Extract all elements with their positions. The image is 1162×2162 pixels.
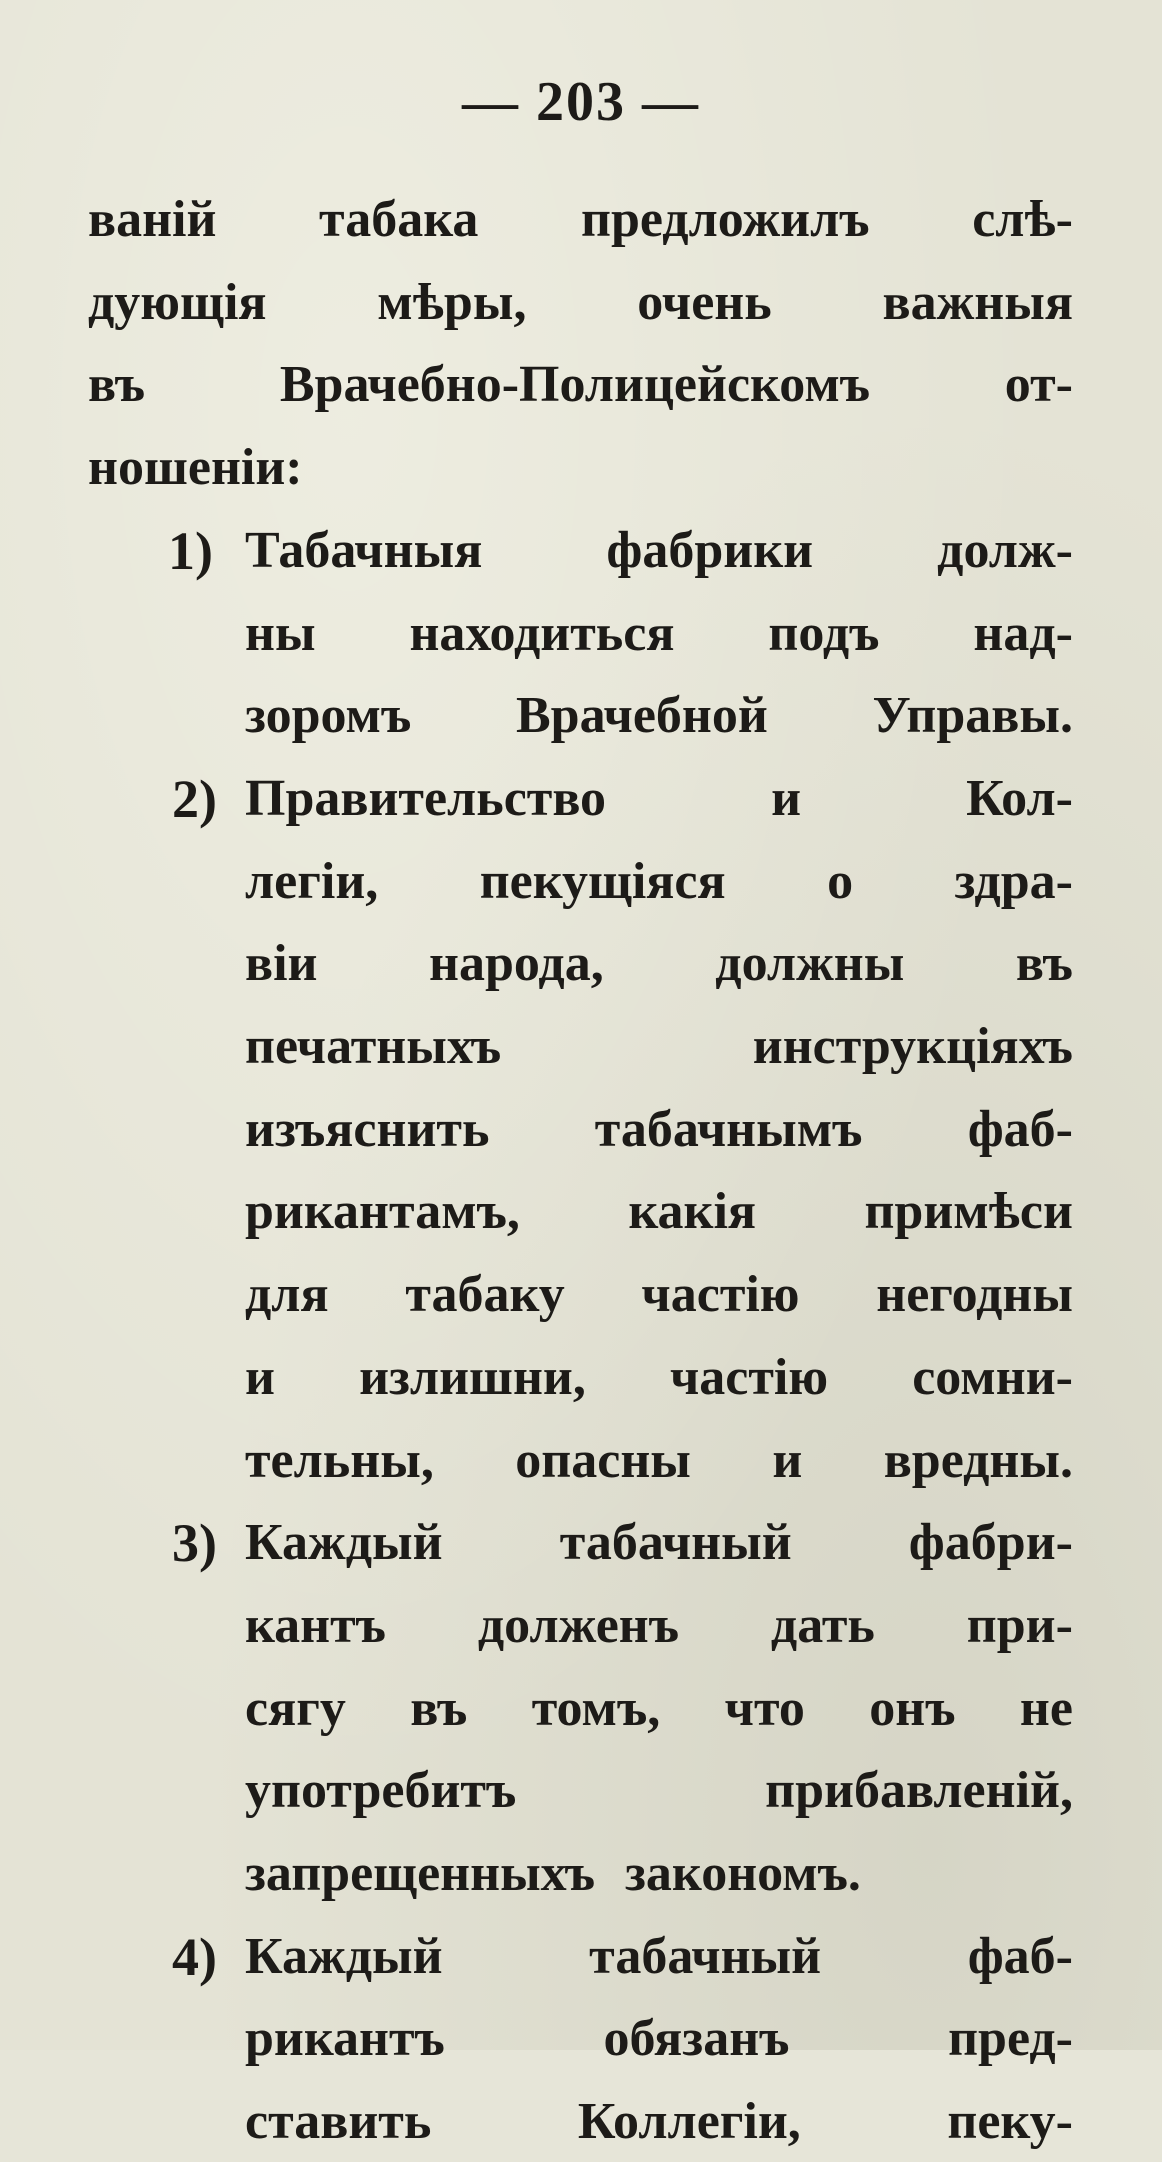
text-line [245,1172,1073,1252]
word: дать [770,1596,875,1654]
word: от- [1004,356,1073,414]
word: изъяснить [245,1100,490,1158]
word: при- [966,1596,1073,1654]
word: онъ [869,1679,956,1737]
word: Врачебной [515,687,768,745]
word: опасны [515,1431,691,1489]
word: табаку [405,1266,565,1324]
text-line [88,428,1073,508]
text-line [245,842,1073,922]
word: ваній [88,191,217,248]
word: дующія [88,273,267,331]
word: важныя [882,273,1073,331]
list-item-number: 1) [168,520,213,581]
word: Табачныя [245,521,483,579]
word: Каждый [245,1927,443,1985]
word: Управы. [872,687,1073,745]
word: негодны [876,1266,1073,1324]
word: пеку- [947,2093,1073,2151]
text-line [245,2082,1073,2162]
word: и [772,1431,803,1489]
word: вредны. [883,1431,1073,1489]
word: Каждый [245,1514,443,1572]
word: употребитъ [245,1762,517,1820]
word: мѣры, [377,273,527,331]
word: о [827,852,854,910]
word: ставить [245,2093,432,2151]
word: въ [1015,935,1073,993]
word: томъ, [531,1679,661,1737]
text-line [245,511,1073,591]
word: табачный [589,1927,822,1985]
text-line [245,594,1073,674]
word: пред- [948,2010,1073,2068]
word: сомни- [912,1348,1073,1406]
word: примѣси [864,1183,1073,1241]
text-line [245,1007,1073,1087]
word: фабри- [908,1514,1073,1572]
word: должны [715,935,905,993]
list-item-number: 2) [172,768,217,829]
text-line [245,924,1073,1004]
text-line [245,1421,1073,1501]
text-line [245,1917,1073,1997]
text-line [245,1834,1073,1914]
word: Врачебно-Полицейскомъ [279,356,871,414]
word: для [245,1266,329,1324]
text-line [245,759,1073,839]
word: Коллегіи, [577,2093,801,2151]
word: рикантъ [245,2010,445,2068]
word: запрещенныхъ [245,1845,596,1902]
word: долженъ [477,1596,680,1654]
word: пекущіяся [479,852,726,910]
word: и [245,1348,275,1406]
word: табака [319,191,479,248]
text-line [245,1669,1073,1749]
list-item-number: 4) [172,1926,217,1987]
text-line [245,1586,1073,1666]
word: инструкціяхъ [752,1018,1073,1075]
word: над- [973,604,1073,662]
word: въ [410,1679,468,1737]
word: частію [641,1266,800,1324]
word: долж- [937,521,1073,579]
text-line [245,1999,1073,2079]
word: какія [628,1183,757,1241]
word: закономъ. [625,1845,861,1902]
page-number: — 203 — [462,71,700,133]
text-line [245,1090,1073,1170]
list-item-number: 3) [172,1513,217,1574]
word: ношеніи: [88,439,303,497]
word: фаб- [967,1927,1073,1985]
word: кантъ [245,1596,386,1654]
word: табачнымъ [594,1100,863,1158]
word: въ [88,356,146,414]
word: ны [245,604,316,662]
word: не [1019,1679,1073,1737]
word: печатныхъ [245,1018,502,1075]
word: Кол- [966,769,1073,827]
word: прибавленій, [765,1762,1073,1820]
word: зоромъ [245,687,412,745]
text-line [88,263,1073,343]
word: и [771,769,802,827]
text-line [88,180,1073,260]
text-line [245,676,1073,756]
text-line [245,1255,1073,1335]
word: слѣ- [972,191,1073,248]
text-line [88,345,1073,425]
word: легіи, [245,852,379,910]
word: предложилъ [581,191,870,248]
word: Правительство [245,769,607,827]
word: здра- [954,852,1073,910]
word: фаб- [967,1100,1073,1158]
word: частію [669,1348,829,1406]
word: подъ [768,604,880,662]
word: тельны, [245,1431,434,1489]
word: что [724,1679,805,1737]
word: находиться [409,604,675,662]
text-line [245,1503,1073,1583]
word: табачный [559,1514,792,1572]
word: рикантамъ, [245,1183,520,1241]
word: обязанъ [603,2010,790,2068]
word: сягу [245,1679,346,1737]
word: віи [245,935,318,993]
word: очень [637,273,772,331]
word: народа, [429,935,604,993]
word: излишни, [359,1348,586,1406]
text-line [245,1751,1073,1831]
text-line [245,1338,1073,1418]
word: фабрики [606,521,814,579]
